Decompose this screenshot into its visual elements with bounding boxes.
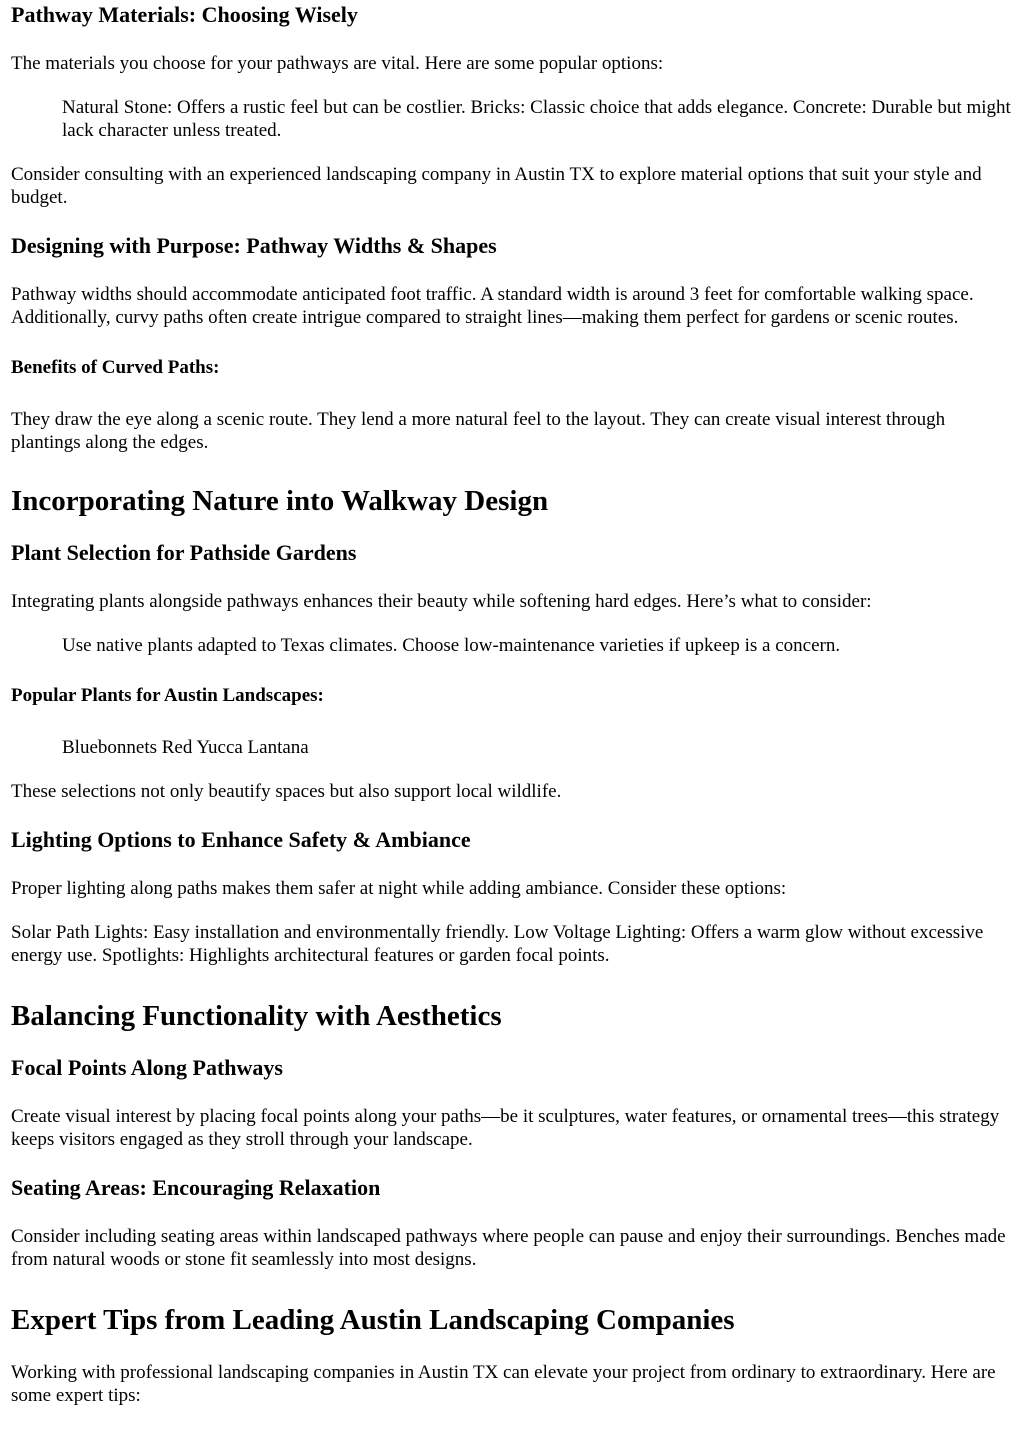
subheading-curved-paths: Benefits of Curved Paths:: [11, 357, 220, 378]
paragraph-curved-paths: They draw the eye along a scenic route. They lend a more natural feel to the layout. They can create visual interest through plantings along the edges.: [11, 409, 946, 453]
heading-balancing-functionality: Balancing Functionality with Aesthetics: [11, 1000, 502, 1032]
paragraph-plants-outro: These selections not only beautify spaces but also support local wildlife.: [11, 781, 562, 802]
heading-plant-selection: Plant Selection for Pathside Gardens: [11, 540, 357, 565]
heading-expert-tips: Expert Tips from Leading Austin Landscaping Companies: [11, 1304, 735, 1336]
paragraph-materials-outro: Consider consulting with an experienced landscaping company in Austin TX to explore material options that suit your style and budget.: [11, 164, 982, 208]
heading-pathway-materials: Pathway Materials: Choosing Wisely: [11, 2, 358, 27]
paragraph-pathway-widths: Pathway widths should accommodate anticipated foot traffic. A standard width is around 3 feet for comfortable walking space. Additionally, curvy paths often create intrigue compared to straight lines—making them perfect for gardens or scenic routes.: [11, 284, 974, 328]
subheading-popular-plants: Popular Plants for Austin Landscapes:: [11, 685, 324, 706]
popular-plants-list: Bluebonnets Red Yucca Lantana: [62, 737, 309, 758]
lighting-options-list: Solar Path Lights: Easy installation and environmentally friendly. Low Voltage Lighting: Offers a warm glow without excessive energy use. Spotlights: Highlights architectural features or garden focal points.: [11, 922, 984, 966]
document-page: [0, 2, 1024, 1407]
paragraph-focal-points: Create visual interest by placing focal points along your paths—be it sculptures, water features, or ornamental trees—this strategy keeps visitors engaged as they stroll through your landscape.: [11, 1106, 1000, 1150]
materials-list: Natural Stone: Offers a rustic feel but can be costlier. Bricks: Classic choice that adds elegance. Concrete: Durable but might lack character unless treated.: [62, 97, 1011, 141]
paragraph-expert-tips: Working with professional landscaping companies in Austin TX can elevate your project from ordinary to extraordinary. Here are some expert tips:: [11, 1362, 996, 1406]
heading-incorporating-nature: Incorporating Nature into Walkway Design: [11, 485, 549, 517]
heading-seating-areas: Seating Areas: Encouraging Relaxation: [11, 1175, 381, 1200]
plant-considerations-list: Use native plants adapted to Texas climates. Choose low-maintenance varieties if upkeep is a concern.: [62, 635, 841, 656]
paragraph-seating-areas: Consider including seating areas within landscaped pathways where people can pause and enjoy their surroundings. Benches made from natural woods or stone fit seamlessly into most designs.: [11, 1226, 1006, 1270]
paragraph-plant-intro: Integrating plants alongside pathways enhances their beauty while softening hard edges. Here’s what to consider:: [11, 591, 872, 612]
paragraph-materials-intro: The materials you choose for your pathways are vital. Here are some popular options:: [11, 53, 664, 74]
heading-lighting-options: Lighting Options to Enhance Safety & Ambiance: [11, 827, 471, 852]
heading-pathway-widths: Designing with Purpose: Pathway Widths & Shapes: [11, 233, 497, 258]
heading-focal-points: Focal Points Along Pathways: [11, 1055, 283, 1080]
paragraph-lighting-intro: Proper lighting along paths makes them safer at night while adding ambiance. Consider these options:: [11, 878, 787, 899]
